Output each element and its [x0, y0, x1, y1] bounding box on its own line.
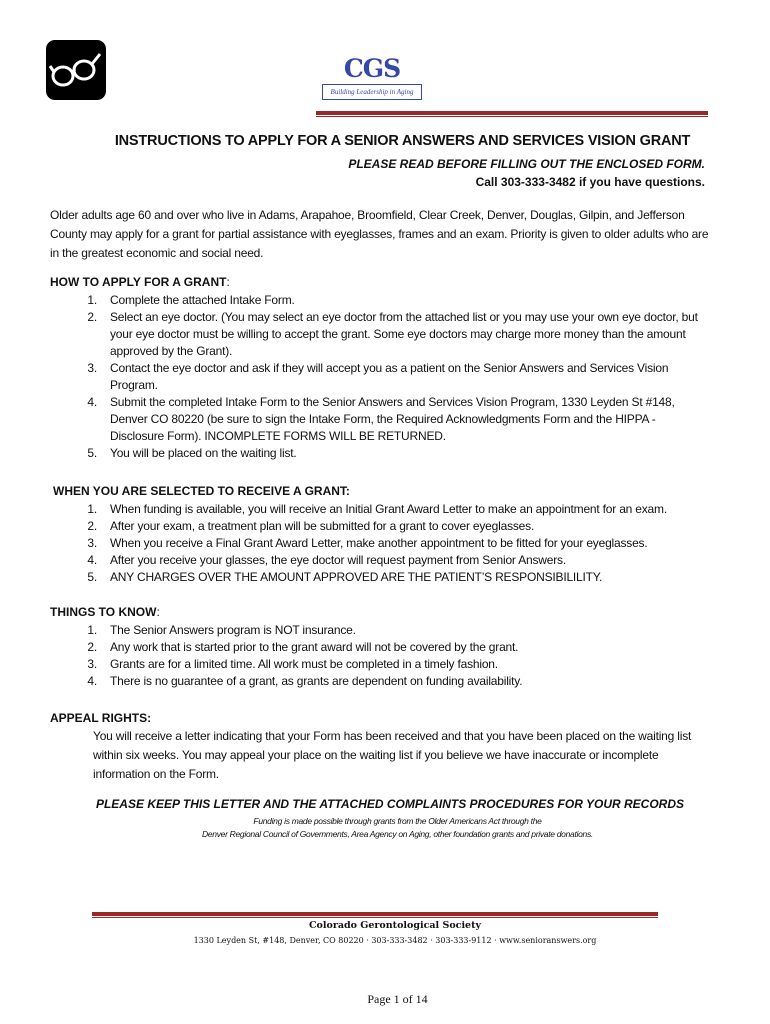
list-item-text: When you receive a Final Grant Award Letter, make another appointment to be fitted for your eyeglasses. [110, 536, 648, 550]
list-item [77, 445, 710, 462]
list-item-number: 3. [87, 361, 97, 375]
footer-rule [92, 912, 658, 916]
header-rule-thin [316, 116, 708, 117]
list-item-number: 1. [87, 502, 97, 516]
funding-line-2: Denver Regional Council of Governments, Area Agency on Aging, other foundation grants and private donations. [202, 829, 593, 839]
list-item [77, 622, 710, 639]
list-item-number: 2. [87, 310, 97, 324]
when-selected-heading: WHEN YOU ARE SELECTED TO RECEIVE A GRANT: [53, 484, 350, 498]
list-item [77, 552, 710, 569]
how-to-apply-heading-text: HOW TO APPLY FOR A GRANT [50, 275, 227, 289]
list-item-text: You will be placed on the waiting list. [110, 446, 297, 460]
list-item-text: ANY CHARGES OVER THE AMOUNT APPROVED ARE THE PATIENT’S RESPONSIBILILITY. [110, 570, 603, 584]
how-to-apply-heading: HOW TO APPLY FOR A GRANT: [50, 275, 230, 289]
list-item-number: 2. [87, 640, 97, 654]
footer-address: 1330 Leyden St, #148, Denver, CO 80220 · 303-333-3482 · 303-333-9112 · www.senioranswers.org [193, 936, 597, 945]
list-item-text: Complete the attached Intake Form. [110, 293, 295, 307]
things-to-know-list [77, 622, 710, 690]
list-item-number: 4. [87, 674, 97, 688]
list-item-text: Any work that is started prior to the grant award will not be covered by the grant. [110, 640, 519, 654]
eyeglasses-logo-icon [46, 40, 106, 100]
appeal-rights-heading: APPEAL RIGHTS: [50, 711, 152, 725]
page-number: Page 1 of 14 [367, 992, 428, 1006]
list-item-text: Grants are for a limited time. All work must be completed in a timely fashion. [110, 657, 498, 671]
appeal-rights-text: You will receive a letter indicating that your Form has been received and that you have been placed on the waiting list within six weeks. You may appeal your place on the waiting list if you believe we have inaccurate or incomplete information on the Form. [93, 729, 692, 781]
list-item [77, 360, 710, 394]
things-to-know-heading: THINGS TO KNOW: [50, 605, 160, 619]
list-item-number: 2. [87, 519, 97, 533]
read-before-notice: PLEASE READ BEFORE FILLING OUT THE ENCLOSED FORM. [348, 157, 705, 171]
list-item-text: After your exam, a treatment plan will be submitted for a grant to cover eyeglasses. [110, 519, 535, 533]
list-item-number: 4. [87, 395, 97, 409]
list-item-text: The Senior Answers program is NOT insurance. [110, 623, 356, 637]
list-item [77, 501, 710, 518]
how-to-apply-list [77, 292, 710, 462]
list-item [77, 518, 710, 535]
footer-rule-thin [92, 917, 658, 918]
list-item-number: 5. [87, 570, 97, 584]
list-item-number: 1. [87, 623, 97, 637]
keep-letter-notice: PLEASE KEEP THIS LETTER AND THE ATTACHED COMPLAINTS PROCEDURES FOR YOUR RECORDS [95, 797, 685, 811]
list-item-text: When funding is available, you will receive an Initial Grant Award Letter to make an appointment for an exam. [110, 502, 667, 516]
list-item [77, 656, 710, 673]
funding-line-1: Funding is made possible through grants from the Older Americans Act through the [253, 816, 542, 826]
cgs-logo-letters: CGS [343, 54, 401, 83]
intro-paragraph: Older adults age 60 and over who live in Adams, Arapahoe, Broomfield, Clear Creek, Denver, Douglas, Gilpin, and Jefferson County may apply for a grant for partial assistance with eyeglasses, frames and an exam. Priority is given to older adults who are in the greatest economic and social need. [50, 208, 709, 260]
when-selected-list [77, 501, 710, 586]
list-item-number: 1. [87, 293, 97, 307]
cgs-logo-tagline: Building Leadership in Aging [322, 84, 422, 100]
list-item-text: There is no guarantee of a grant, as grants are dependent on funding availability. [110, 674, 523, 688]
list-item-number: 4. [87, 553, 97, 567]
footer-organization: Colorado Gerontological Society [308, 920, 482, 931]
list-item [77, 309, 710, 360]
list-item [77, 673, 710, 690]
list-item [77, 535, 710, 552]
list-item-text: After you receive your glasses, the eye doctor will request payment from Senior Answers. [110, 553, 566, 567]
list-item-text: Contact the eye doctor and ask if they will accept you as a patient on the Senior Answers and Services Vision Program. [110, 361, 669, 392]
list-item-text: Select an eye doctor. (You may select an eye doctor from the attached list or you may use your own eye doctor, but your eye doctor must be willing to accept the grant. Some eye doctors may charge more money than the amount approved by the Grant). [110, 310, 698, 358]
call-line: Call 303-333-3482 if you have questions. [475, 175, 705, 189]
list-item [77, 569, 710, 586]
things-to-know-heading-text: THINGS TO KNOW [50, 605, 157, 619]
list-item-number: 5. [87, 446, 97, 460]
header-rule [316, 111, 708, 115]
list-item [77, 639, 710, 656]
list-item-number: 3. [87, 536, 97, 550]
list-item [77, 292, 710, 309]
cgs-logo [322, 54, 422, 102]
list-item-number: 3. [87, 657, 97, 671]
list-item-text: Submit the completed Intake Form to the Senior Answers and Services Vision Program, 1330 Leyden St #148, Denver CO 80220 (be sure to sign the Intake Form, the Required Acknowledgments Form and the HIPPA - Disclosure Form). INCOMPLETE FORMS WILL BE RETURNED. [110, 395, 675, 443]
document-title: INSTRUCTIONS TO APPLY FOR A SENIOR ANSWERS AND SERVICES VISION GRANT [114, 133, 691, 149]
list-item [77, 394, 710, 445]
